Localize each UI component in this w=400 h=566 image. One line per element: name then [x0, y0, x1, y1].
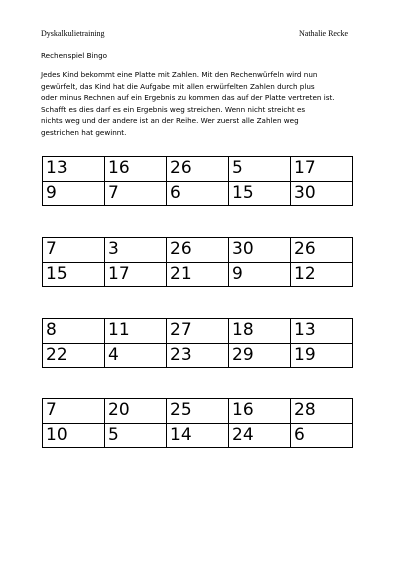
- bingo-row: [43, 262, 353, 287]
- bingo-row: [43, 423, 353, 448]
- bingo-cell: 17: [291, 157, 353, 182]
- bingo-cell: 18: [229, 319, 291, 344]
- intro-line: nichts weg und der andere ist an der Reihe. Wer zuerst alle Zahlen weg: [41, 116, 299, 126]
- intro-line: gewürfelt, das Kind hat die Aufgabe mit allen erwürfelten Zahlen durch plus: [41, 81, 315, 91]
- bingo-cell: 9: [229, 262, 291, 287]
- intro-line: Schafft es dies darf es ein Ergebnis weg streichen. Wenn nicht streicht es: [41, 104, 306, 114]
- intro-line: Jedes Kind bekommt eine Platte mit Zahlen. Mit den Rechenwürfeln wird nun: [41, 70, 318, 79]
- bingo-cell: 26: [291, 238, 353, 263]
- bingo-cell: 15: [43, 262, 105, 287]
- bingo-cell: 25: [167, 399, 229, 424]
- bingo-row: [43, 319, 353, 344]
- bingo-cell: 19: [291, 343, 353, 368]
- bingo-cell: 12: [291, 262, 353, 287]
- bingo-cell: 6: [167, 181, 229, 206]
- bingo-row: [43, 343, 353, 368]
- bingo-cell: 22: [43, 343, 105, 368]
- bingo-cell: 17: [105, 262, 167, 287]
- bingo-row: [43, 157, 353, 182]
- bingo-cell: 10: [43, 423, 105, 448]
- bingo-row: [43, 181, 353, 206]
- bingo-cell: 20: [105, 399, 167, 424]
- bingo-cell: 30: [291, 181, 353, 206]
- bingo-cell: 16: [105, 157, 167, 182]
- bingo-card-1: [42, 156, 353, 206]
- bingo-card-4: [42, 398, 353, 448]
- bingo-cell: 27: [167, 319, 229, 344]
- bingo-row: [43, 399, 353, 424]
- bingo-cell: 7: [43, 399, 105, 424]
- bingo-cell: 23: [167, 343, 229, 368]
- intro-line: oder minus Rechnen auf ein Ergebnis zu kommen das auf der Platte vertreten ist.: [41, 93, 335, 103]
- page-title: Rechenspiel Bingo: [41, 51, 108, 60]
- bingo-card-2: [42, 237, 353, 287]
- bingo-cell: 6: [291, 423, 353, 448]
- bingo-cell: 30: [229, 238, 291, 263]
- bingo-cell: 29: [229, 343, 291, 368]
- bingo-cell: 9: [43, 181, 105, 206]
- bingo-cell: 14: [167, 423, 229, 448]
- bingo-cell: 16: [229, 399, 291, 424]
- bingo-cell: 15: [229, 181, 291, 206]
- bingo-cell: 5: [229, 157, 291, 182]
- bingo-cell: 3: [105, 238, 167, 263]
- header-author: Nathalie Recke: [299, 29, 349, 38]
- bingo-row: [43, 238, 353, 263]
- intro-paragraph: [41, 69, 335, 139]
- bingo-cell: 7: [105, 181, 167, 206]
- bingo-cell: 5: [105, 423, 167, 448]
- bingo-cell: 24: [229, 423, 291, 448]
- bingo-cell: 26: [167, 157, 229, 182]
- bingo-cell: 13: [291, 319, 353, 344]
- intro-line: gestrichen hat gewinnt.: [41, 127, 127, 137]
- bingo-cell: 26: [167, 238, 229, 263]
- bingo-cell: 11: [105, 319, 167, 344]
- bingo-cell: 13: [43, 157, 105, 182]
- bingo-cell: 7: [43, 238, 105, 263]
- bingo-cell: 4: [105, 343, 167, 368]
- bingo-cell: 28: [291, 399, 353, 424]
- header-left-text: Dyskalkulietraining: [41, 29, 105, 38]
- bingo-cell: 21: [167, 262, 229, 287]
- bingo-cell: 8: [43, 319, 105, 344]
- bingo-card-3: [42, 318, 353, 368]
